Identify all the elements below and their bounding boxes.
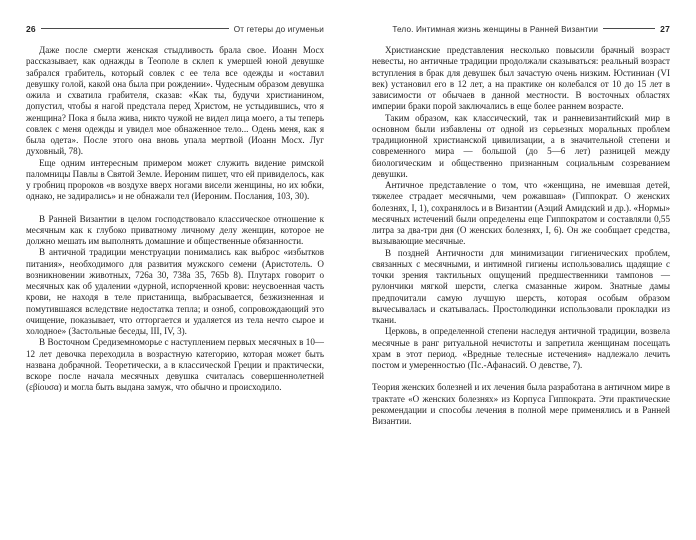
body-column-right [372,45,670,427]
page-number-left: 26 [26,24,36,34]
running-head-left [26,22,324,36]
running-title-left: От гетеры до игуменьи [233,24,324,34]
paragraph: В античной традиции менструации понимались как выброс «избытков питания», необходимого для развития мужского семени (Аристотель. О возникновении животных, 726a 30, 738a 35, 765b 8). Плутарх говорит о месячных как об удалении «дурной, испорченной крови: неусвоенная часть крови, не находя в теле пристанища, выбрасывается, безжизненная и помутившаяся вследствие недостатка тепла; и озноб, сопровождающий это очищение, показывает, что отторгается и удаляется из тела нечто сырое и холодное» (Застольные беседы, III, IV, 3). [26,247,324,337]
running-head-right [372,22,670,36]
paragraph: Церковь, в определенной степени наследуя античной традиции, возвела месячные в ранг ритуальной нечистоты и запретила женщинам посещать храм в этот период. «Вредные телесные истечения» надлежало лечить постом и умеренностью (Пс.-Афанасий. О девстве, 7). [372,326,670,370]
paragraph: Таким образом, как классический, так и ранневизантийский мир в основном были избавлены от одной из серьезных моральных проблем традиционной христианской цивилизации, а в значительной степени и современного мира — большой (до 5—6 лет) разницей между биологическим и общественно признанным социальным созреванием девушки. [372,112,670,179]
paragraph: Еще одним интересным примером может служить видение римской паломницы Павлы в Святой Земле. Иероним пишет, что ей привиделось, как у гробниц пророков «в воздухе вверх ногами висели женщины, но их юбки, однако, не задирались» и не обнажали тел (Иероним. Послания, 103, 30). [26,157,324,202]
page-right [348,0,696,540]
body-column-left [26,45,324,394]
paragraph: Христианские представления несколько повысили брачный возраст невесты, но античные традиции продолжали сказываться: реальный возраст вступления в брак для девушек был зачастую очень низким. Юстиниан (VI век) установил его в 12 лет, а на практике он колебался от 10 до 15 лет в зависимости от обычаев в данной местности. В восточных областях империи браки порой заключались в еще более раннем возрасте. [372,45,670,112]
paragraph: В Ранней Византии в целом господствовало классическое отношение к месячным как к глубоко приватному личному делу женщин, которое не должно мешать им выполнять домашние и общественные обязанности. [26,213,324,247]
running-head-rule-right [603,28,655,29]
paragraph: Античное представление о том, что «женщина, не имевшая детей, тяжелее страдает месячными, чем рожавшая» (Гиппократ. О женских болезнях, I, 1), сохранялось и в Византии (Аэций Амидский и др.). «Нормы» месячных истечений были определены еще Гиппократом и составляли 0,55 литра за два-три дня (О женских болезнях, I, 6). Он же сообщает средства, вызывающие месячные. [372,180,670,247]
paragraph: В Восточном Средиземноморье с наступлением первых месячных в 10—12 лет девочка переходила в возрастную категорию, которая может быть названа добрачной. Теоретически, а в классической Греции и практически, вскоре после начала месячных девушка считалась совершеннолетней (εβίουσα) и могла быть выдана замуж, что обычно и происходило. [26,337,324,393]
running-head-rule-left [41,28,229,29]
running-title-right: Тело. Интимная жизнь женщины в Ранней Византии [392,24,599,34]
paragraph: Теория женских болезней и их лечения была разработана в античном мире в трактате «О женских болезнях» из Корпуса Гиппократа. Эти практические рекомендации и способы лечения в полной мере применялись и в Ранней Византии. [372,382,670,427]
page-number-right: 27 [660,24,670,34]
paragraph: Даже после смерти женская стыдливость брала свое. Иоанн Мосх рассказывает, как однажды в Теополе в склеп к умершей юной девушке забрался грабитель, который совлек с ее тела все одежды и «оставил девушку голой, какой она была при рождении». Чудесным образом девушка ожила и схватила грабителя, сказав: «Как ты, будучи христианином, допустил, чтобы я нагой предстала перед Христом, не устыдившись, что я женщина? Пока я была жива, никто чужой не видел лица моего, а ты теперь совлек с меня одежды и увидел мое обнаженное тело... Одень меня, как я была одета». После этого она вновь упала мертвой (Иоанн Мосх. Луг духовный, 78). [26,45,324,157]
paragraph: В поздней Античности для минимизации гигиенических проблем, связанных с месячными, и интимной гигиены использовались щадящие с точки зрения тактильных ощущений предшественники тампонов — рулончики мягкой шерсти, слегка смазанные жиром. Знатные дамы предпочитали самую лучшую шерсть, которая особым образом вычесывалась и скатывалась. Простолюдинки использовали прокладки из ткани. [372,247,670,325]
